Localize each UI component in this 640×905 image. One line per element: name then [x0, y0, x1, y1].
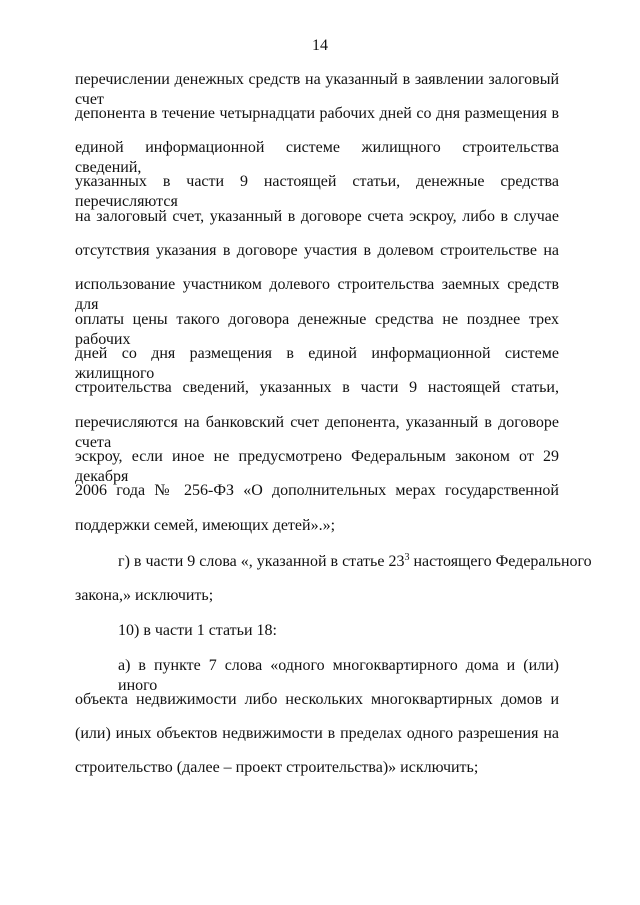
paragraph-1-line-10: строительства сведений, указанных в части 9 настоящей статьи, — [75, 379, 559, 396]
page-number: 14 — [312, 37, 328, 54]
paragraph-1-line-4: указанных в части 9 настоящей статьи, денежные средства перечисляются — [75, 173, 559, 210]
paragraph-2-text-before: г) в части 9 слова «, указанной в статье 23 — [118, 553, 405, 570]
paragraph-2-line-2: закона,» исключить; — [75, 587, 214, 604]
paragraph-2-text-after: настоящего Федерального — [409, 553, 592, 570]
paragraph-1-line-7: использование участником долевого строительства заемных средств для — [75, 276, 559, 313]
paragraph-1-line-12: эскроу, если иное не предусмотрено Федеральным законом от 29 декабря — [75, 448, 559, 485]
paragraph-4-line-1: а) в пункте 7 слова «одного многоквартирного дома и (или) иного — [118, 657, 559, 694]
paragraph-2-line-1 — [118, 552, 592, 572]
paragraph-1-line-6: отсутствия указания в договоре участия в долевом строительстве на — [75, 242, 559, 259]
paragraph-1-line-1: перечислении денежных средств на указанный в заявлении залоговый счет — [75, 71, 559, 108]
paragraph-1-line-5: на залоговый счет, указанный в договоре счета эскроу, либо в случае — [75, 208, 559, 225]
paragraph-1-line-14: поддержки семей, имеющих детей».»; — [75, 517, 336, 534]
paragraph-1-line-9: дней со дня размещения в единой информационной системе жилищного — [75, 345, 559, 382]
paragraph-4-line-2: объекта недвижимости либо нескольких многоквартирных домов и — [75, 691, 559, 708]
paragraph-4-line-4: строительство (далее – проект строительства)» исключить; — [75, 759, 479, 776]
superscript-3: 3 — [404, 552, 410, 563]
paragraph-4-line-3: (или) иных объектов недвижимости в пределах одного разрешения на — [75, 725, 559, 742]
paragraph-3-line-1: 10) в части 1 статьи 18: — [118, 622, 277, 639]
paragraph-1-line-2: депонента в течение четырнадцати рабочих дней со дня размещения в — [75, 105, 559, 122]
paragraph-1-line-8: оплаты цены такого договора денежные средства не позднее трех рабочих — [75, 311, 559, 348]
paragraph-1-line-11: перечисляются на банковский счет депонента, указанный в договоре счета — [75, 414, 559, 451]
paragraph-1-line-13: 2006 года № 256-ФЗ «О дополнительных мерах государственной — [75, 482, 559, 499]
paragraph-1-line-3: единой информационной системе жилищного строительства сведений, — [75, 139, 559, 176]
